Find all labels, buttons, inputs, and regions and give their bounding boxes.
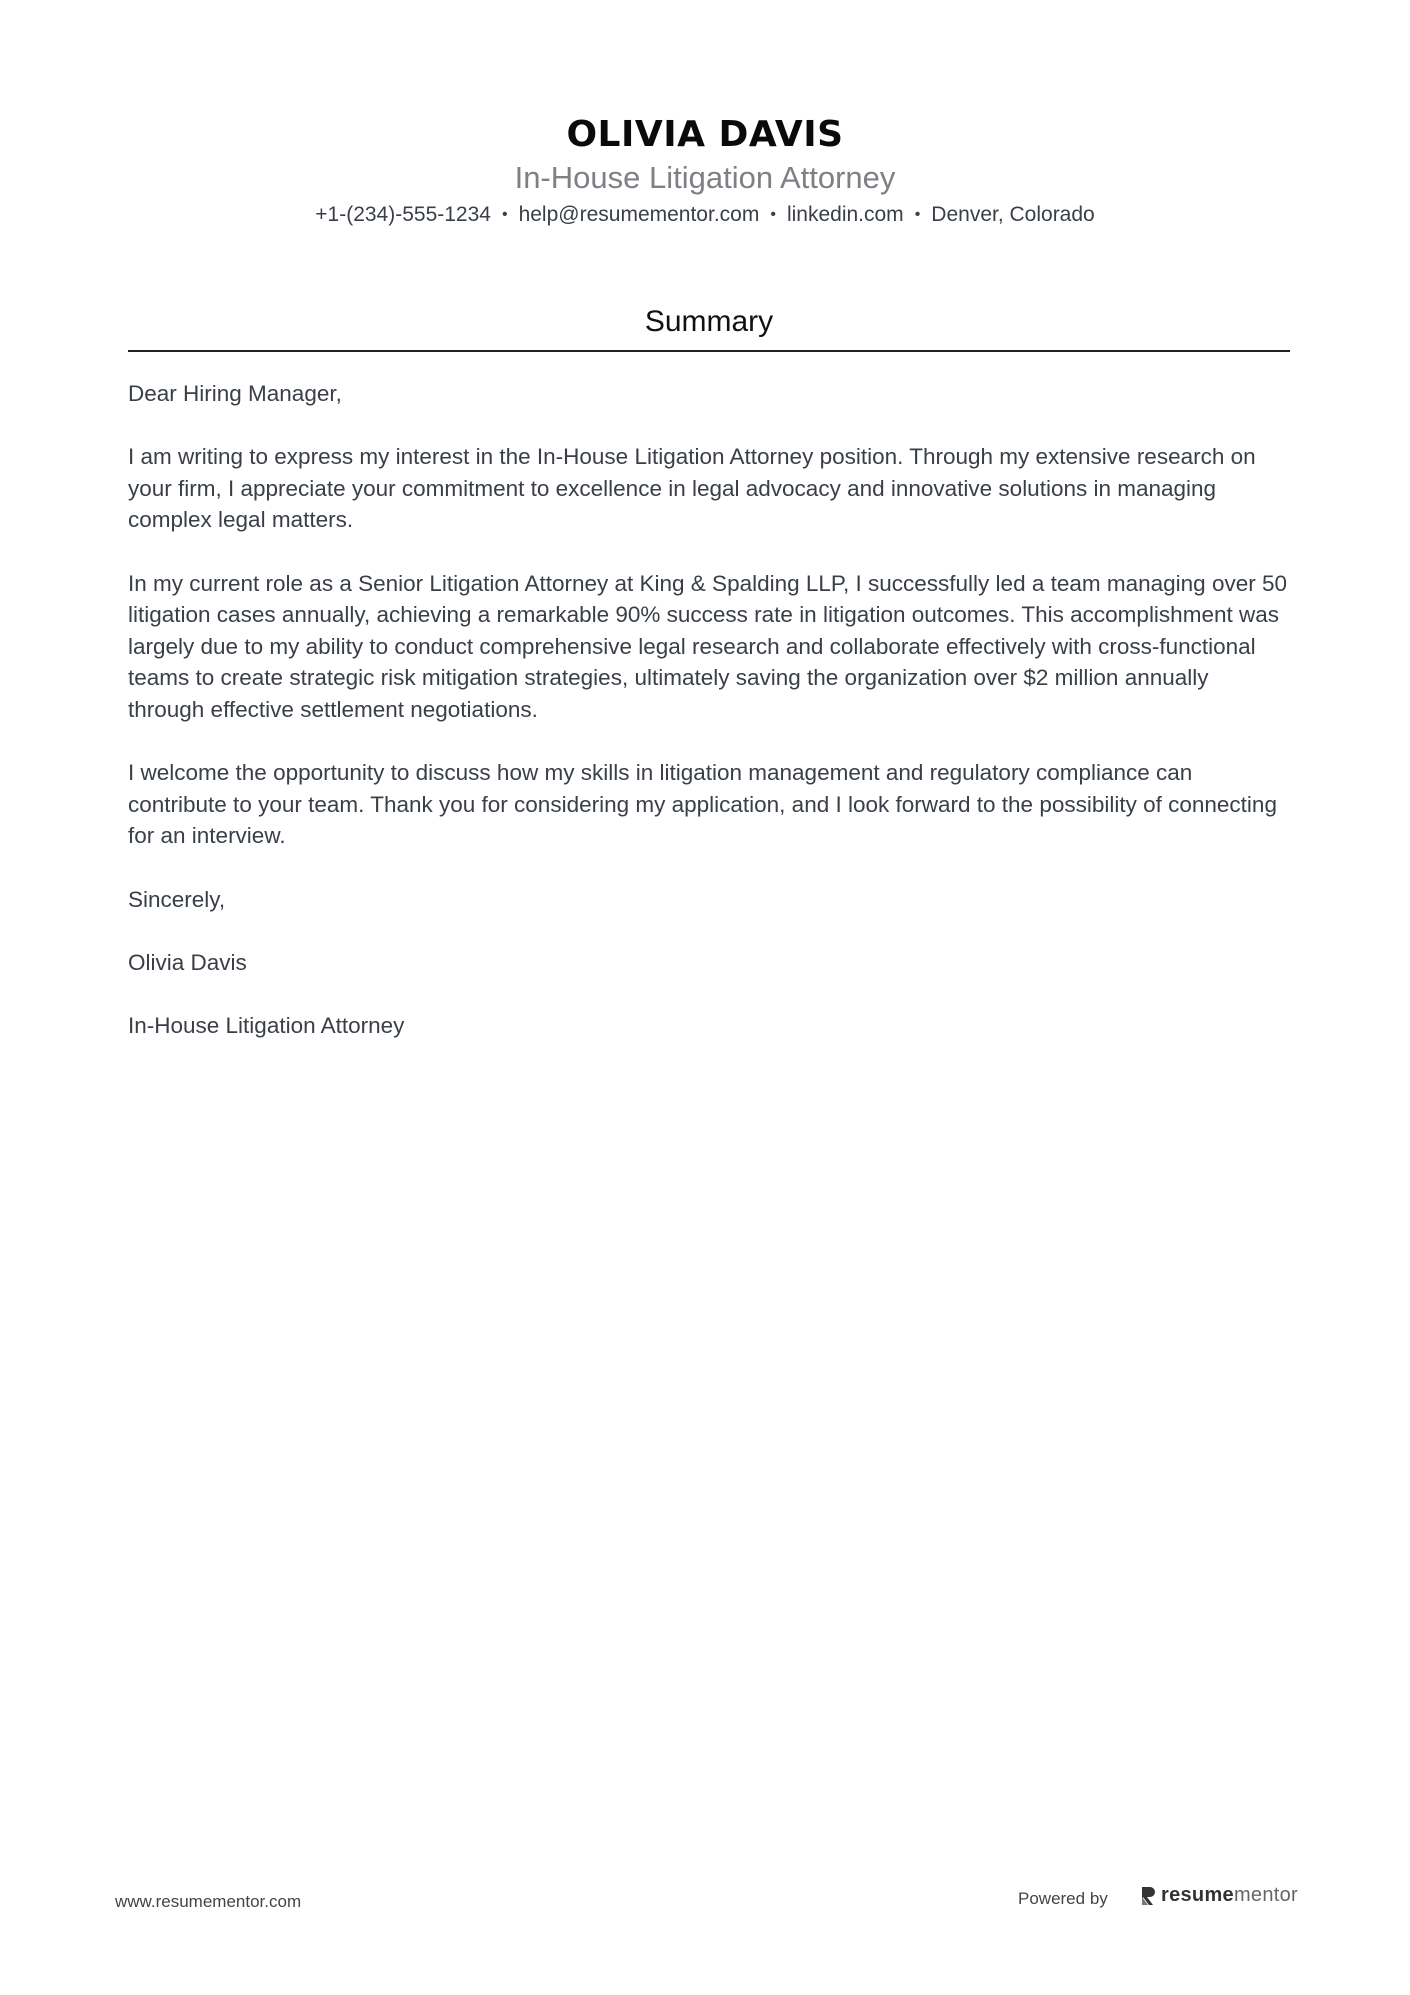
contact-separator: • — [770, 206, 776, 223]
section-divider — [128, 350, 1290, 352]
resumementor-logo-icon — [1140, 1885, 1158, 1907]
letter-body — [128, 378, 1290, 1073]
signature-title: In-House Litigation Attorney — [128, 1012, 405, 1038]
contact-location: Denver, Colorado — [931, 203, 1095, 226]
signature-name: Olivia Davis — [128, 949, 247, 975]
brand-wordmark-light: mentor — [1233, 1884, 1298, 1906]
contact-email[interactable]: help@resumementor.com — [518, 203, 760, 226]
paragraph-experience: In my current role as a Senior Litigation Attorney at King & Spalding LLP, I successfully led a team managing over 50 litigation cases annually, achieving a remarkable 90% success rate in litigation outcomes. This accomplishment was largely due to my ability to conduct comprehensive legal research and collaborate effectively with cross-functional teams to create strategic risk mitigation strategies, ultimately saving the organization over $2 million annually through effective settlement negotiations. — [128, 570, 1287, 722]
closing: Sincerely, — [128, 886, 226, 912]
contact-phone: +1-(234)-555-1234 — [315, 203, 491, 226]
paragraph-intro: I am writing to express my interest in the In-House Litigation Attorney position. Through my extensive research on your firm, I appreciate your commitment to excellence in legal advocacy and innovative solutions in managing complex legal matters. — [128, 444, 1256, 533]
contact-linkedin[interactable]: linkedin.com — [786, 203, 904, 226]
brand-logo[interactable] — [1140, 1884, 1298, 1907]
contact-separator: • — [914, 206, 921, 223]
salutation: Dear Hiring Manager, — [128, 381, 342, 406]
footer-url[interactable]: www.resumementor.com — [115, 1892, 302, 1911]
section-title-summary: Summary — [644, 305, 774, 338]
brand-wordmark — [1161, 1884, 1298, 1907]
contact-line — [0, 200, 1410, 232]
applicant-name: OLIVIA DAVIS — [566, 114, 844, 155]
paragraph-closing: I welcome the opportunity to discuss how my skills in litigation management and regulatory compliance can contribute to your team. Thank you for considering my application, and I look forward to the possibility of connecting for an interview. — [128, 760, 1277, 849]
contact-separator: • — [501, 206, 508, 223]
letter-header — [0, 112, 1410, 232]
brand-wordmark-bold: resume — [1161, 1884, 1234, 1906]
powered-by-label: Powered by — [1018, 1889, 1108, 1908]
applicant-title: In-House Litigation Attorney — [514, 160, 896, 195]
